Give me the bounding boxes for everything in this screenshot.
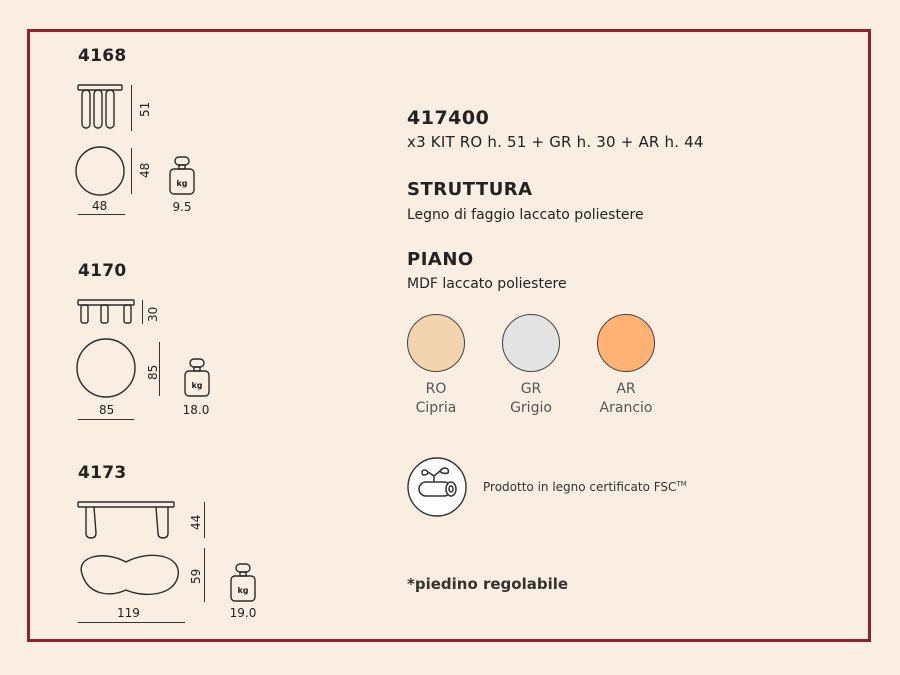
height-dim-4170: 30	[146, 306, 160, 322]
swatch-grigio	[502, 314, 560, 372]
weight-icon	[182, 357, 212, 399]
depth-dim-4170: 85	[146, 364, 160, 380]
weight-unit-label: kg	[176, 179, 188, 188]
fsc-log-icon	[406, 456, 468, 518]
fsc-text	[483, 480, 687, 494]
depth-line-4173	[204, 548, 205, 602]
width-line-4173	[78, 622, 185, 623]
fsc-text-main: Prodotto in legno certificato FSC	[483, 480, 677, 494]
depth-dim-4173: 59	[189, 568, 203, 584]
structure-text: Legno di faggio laccato poliestere	[407, 207, 644, 223]
fsc-tm: TM	[676, 480, 687, 488]
height-dim-4173: 44	[189, 514, 203, 530]
height-line-4168	[131, 85, 132, 131]
weight-icon	[167, 155, 197, 197]
swatch-name-grigio: Grigio	[510, 400, 552, 416]
adjustable-foot-note: *piedino regolabile	[407, 575, 569, 593]
kit-code: 417400	[407, 107, 490, 129]
top-title: PIANO	[407, 249, 474, 270]
depth-dim-4168: 48	[138, 162, 152, 178]
swatch-label-gr	[486, 380, 576, 418]
swatch-arancio	[597, 314, 655, 372]
kit-description: x3 KIT RO h. 51 + GR h. 30 + AR h. 44	[407, 133, 704, 151]
weight-unit-label: kg	[191, 381, 203, 390]
swatch-code-gr: GR	[520, 381, 542, 397]
swatch-label-ar	[581, 380, 671, 418]
swatch-name-arancio: Arancio	[599, 400, 653, 416]
product-code-4168: 4168	[78, 46, 127, 66]
product-code-4170: 4170	[78, 261, 127, 281]
swatch-name-cipria: Cipria	[415, 400, 457, 416]
width-line-4170	[78, 419, 134, 420]
side-view-4173	[76, 500, 178, 542]
weight-unit-label: kg	[237, 586, 249, 595]
side-view-4168	[76, 82, 126, 132]
weight-4173: 19.0	[229, 606, 257, 620]
height-dim-4168: 51	[138, 101, 152, 117]
depth-line-4168	[131, 148, 132, 194]
top-text: MDF laccato poliestere	[407, 276, 567, 292]
width-dim-4173: 119	[117, 606, 140, 620]
height-line-4170	[142, 300, 143, 324]
width-dim-4168: 48	[92, 199, 108, 213]
weight-4170: 18.0	[182, 403, 210, 417]
weight-4168: 9.5	[172, 200, 192, 214]
height-line-4173	[204, 502, 205, 538]
swatch-cipria	[407, 314, 465, 372]
weight-icon	[228, 562, 258, 604]
swatch-code-ro: RO	[425, 381, 447, 397]
swatch-label-ro	[391, 380, 481, 418]
product-code-4173: 4173	[78, 463, 127, 483]
top-view-4170	[76, 338, 138, 400]
top-view-4168	[74, 145, 130, 201]
top-view-4173	[74, 546, 186, 602]
structure-title: STRUTTURA	[407, 179, 533, 200]
width-line-4168	[78, 214, 125, 215]
swatch-code-ar: AR	[616, 381, 636, 397]
width-dim-4170: 85	[99, 403, 115, 417]
side-view-4170	[76, 298, 138, 328]
